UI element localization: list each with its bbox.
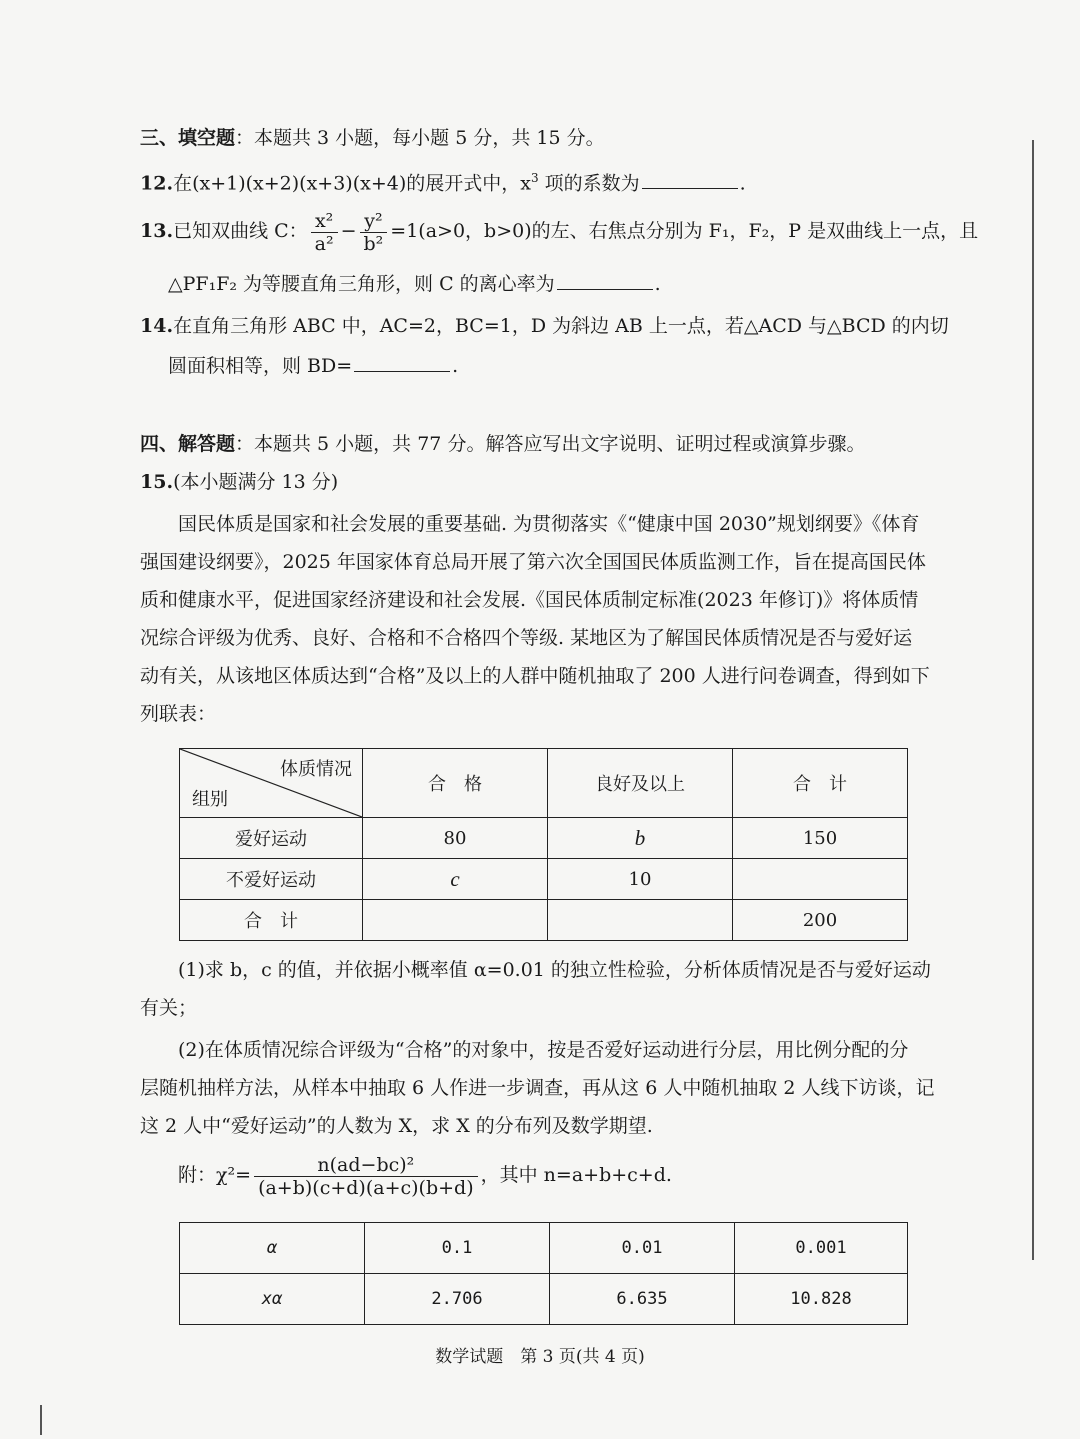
section4-label: 四、解答题 [140,433,236,455]
q14-number: 14. [140,315,174,337]
q12-answer-blank[interactable] [642,170,738,189]
q15-sub1-line: 有关； [140,997,198,1019]
contingency-table [179,748,908,941]
q15-number: 15. [140,471,174,493]
table-cell: 2.706 [365,1274,550,1325]
table-header-row [180,749,908,818]
q15-score: (本小题满分 13 分) [173,471,339,493]
q15-sub2-line: 层随机抽样方法，从样本中抽取 6 人作进一步调查，再从这 6 人中随机抽取 2 人线下访谈，记 [140,1077,935,1099]
table-cell: 10.828 [735,1274,908,1325]
q15-header [140,468,338,496]
chi-square-denominator: (a+b)(c+d)(a+c)(b+d) [258,1176,474,1199]
table-row [180,1274,908,1325]
q12-text: 在(x+1)(x+2)(x+3)(x+4)的展开式中，x [173,172,531,195]
q12: 12.在(x+1)(x+2)(x+3)(x+4)的展开式中，$x^3$ 项的系数为 . [140,171,746,195]
q14-line2: 圆面积相等，则 BD= . [168,355,459,377]
q14-text-line2: 圆面积相等，则 BD= [168,355,353,377]
section4-desc: ：本题共 5 小题，共 77 分。解答应写出文字说明、证明过程或演算步骤。 [235,433,866,455]
q13-text-pre: 已知双曲线 C： [173,220,308,242]
q13-fraction-y: $\frac{\text{y²}}{\text{b²}}$ [360,210,388,255]
page-footer: 数学试题 第 3 页(共 4 页) [435,1347,645,1367]
critical-value-table [179,1222,908,1325]
margin-rule [1032,140,1034,1260]
table-cell: 0.001 [735,1223,908,1274]
section3-desc: ：本题共 3 小题，每小题 5 分，共 15 分。 [235,127,605,149]
appendix-pre: 附：χ²= [178,1164,252,1186]
q14-answer-blank[interactable] [354,353,450,372]
q13-text-line2: △PF₁F₂ 为等腰直角三角形，则 C 的离心率为 [168,273,555,295]
table-cell: 80 [363,818,548,859]
q15-para-line: 质和健康水平，促进国家经济建设和社会发展.《国民体质制定标准(2023 年修订)》将体质情 [140,589,919,611]
table-cell: 不爱好运动 [180,859,363,900]
table-cell [548,900,733,941]
q13-line2: △PF₁F₂ 为等腰直角三角形，则 C 的离心率为 . [168,273,661,295]
q13-minus: − [340,220,357,242]
table-cell: 合 计 [180,900,363,941]
q12-text-post: 项的系数为 [538,172,640,195]
q15-para-line: 国民体质是国家和社会发展的重要基础. 为贯彻落实《“健康中国 2030”规划纲要》《体育 [178,513,920,535]
table-cell: α [180,1223,365,1274]
q12-exponent: 3 [530,171,539,185]
table-cell: c [363,859,548,900]
table-cell [363,900,548,941]
table-cell: 6.635 [550,1274,735,1325]
table-cell: 0.1 [365,1223,550,1274]
table-cell: 10 [548,859,733,900]
q13-text-post: =1(a>0，b>0)的左、右焦点分别为 F₁，F₂，P 是双曲线上一点，且 [390,220,979,242]
q14-text-line1: 在直角三角形 ABC 中，AC=2，BC=1，D 为斜边 AB 上一点，若△ACD 与△BCD 的内切 [173,315,949,337]
table-row [180,1223,908,1274]
appendix-formula [178,1150,672,1200]
table-cell: b [548,818,733,859]
q15-para-line: 动有关，从该地区体质达到“合格”及以上的人群中随机抽取了 200 人进行问卷调查，得到如下 [140,665,930,687]
q15-sub2-line: 这 2 人中“爱好运动”的人数为 X，求 X 的分布列及数学期望. [140,1115,653,1137]
table-cell: 0.01 [550,1223,735,1274]
diag-label-bottom: 组别 [192,789,228,810]
q15-para-line: 强国建设纲要》，2025 年国家体育总局开展了第六次全国国民体质监测工作，旨在提高国民体 [140,551,926,573]
q14-line1 [140,312,949,340]
q15-sub1-line: (1)求 b，c 的值，并依据小概率值 α=0.01 的独立性检验，分析体质情况是否与爱好运动 [178,959,931,981]
table-row [180,818,908,859]
section3-heading [140,124,605,152]
q13-fraction-x: $\frac{\text{x²}}{\text{a²}}$ [311,210,338,255]
q13-line1 [140,208,978,255]
chi-square-fraction [254,1154,478,1199]
table-cell: 150 [733,818,908,859]
q13-number: 13. [140,220,174,242]
table-header-cell: 合 计 [733,749,908,818]
table-row [180,900,908,941]
section3-label: 三、填空题 [140,127,236,149]
chi-square-numerator: n(ad−bc)² [254,1154,478,1177]
q12-number: 12. [140,172,174,195]
q13-answer-blank[interactable] [557,271,653,290]
corner-mark [40,1405,42,1435]
table-row [180,859,908,900]
diagonal-header-cell [180,749,363,818]
table-cell: 爱好运动 [180,818,363,859]
table-cell: xα [180,1274,365,1325]
table-header-cell: 合 格 [363,749,548,818]
q15-para-line: 列联表： [140,703,217,725]
appendix-post: ，其中 n=a+b+c+d. [480,1164,672,1186]
diag-label-top: 体质情况 [280,759,352,780]
table-header-cell: 良好及以上 [548,749,733,818]
table-cell: 200 [733,900,908,941]
q15-para-line: 况综合评级为优秀、良好、合格和不合格四个等级. 某地区为了解国民体质情况是否与爱好运 [140,627,913,649]
section4-heading [140,430,865,458]
q15-sub2-line: (2)在体质情况综合评级为“合格”的对象中，按是否爱好运动进行分层，用比例分配的分 [178,1039,909,1061]
table-cell [733,859,908,900]
